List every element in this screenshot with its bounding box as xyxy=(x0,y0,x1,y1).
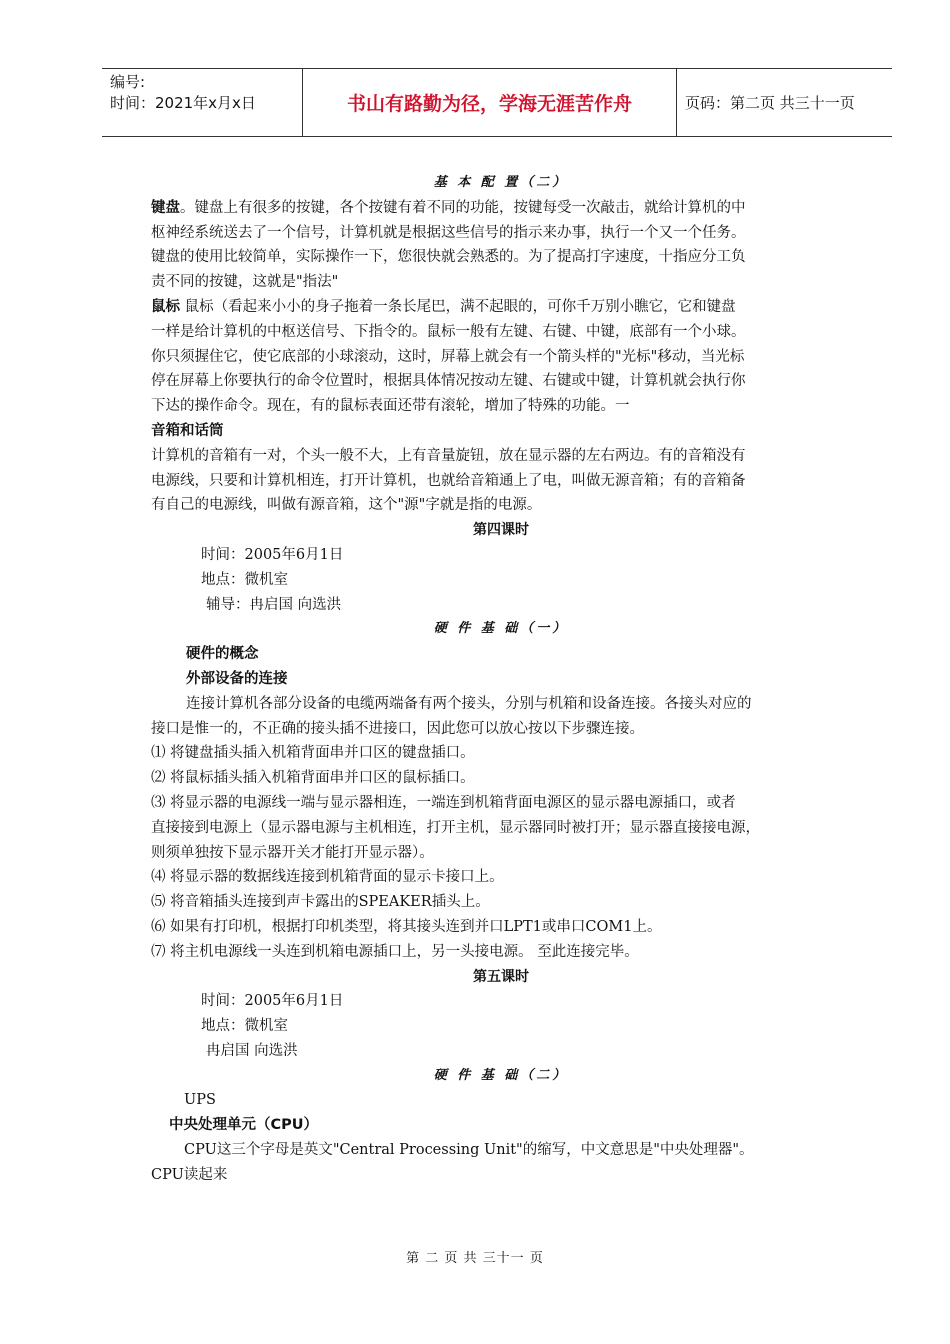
time-label: 时间：2021年x月x日 xyxy=(110,94,256,112)
paragraph-line: CPU读起来 xyxy=(151,1166,228,1183)
paragraph-line: 责不同的按键，这就是"指法" xyxy=(151,274,339,291)
header-motto: 书山有路勤为径，学海无涯苦作舟 xyxy=(303,69,677,136)
number-label: 编号: xyxy=(110,73,146,91)
document-body xyxy=(151,171,851,1188)
subheading: 硬件的概念 xyxy=(186,646,259,663)
section-heading: 硬 件 基 础（一） xyxy=(433,621,569,637)
list-item: ⑹ 如果有打印机，根据打印机类型，将其接头连到并口LPT1或串口COM1上。 xyxy=(151,918,662,935)
lesson-title: 第五课时 xyxy=(473,968,529,985)
header-page-label: 页码：第二页 共三十一页 xyxy=(685,94,855,112)
paragraph-line: 下达的操作命令。现在，有的鼠标表面还带有滚轮，增加了特殊的功能。一 xyxy=(151,398,630,415)
subheading: UPS xyxy=(184,1092,216,1109)
lesson-time: 时间：2005年6月1日 xyxy=(201,993,344,1010)
lesson-place: 地点：微机室 xyxy=(201,571,288,588)
list-item: 直接接到电源上（显示器电源与主机相连，打开主机，显示器同时被打开；显示器直接接电源， xyxy=(151,819,760,836)
lesson-title: 第四课时 xyxy=(473,522,529,539)
list-item: ⑺ 将主机电源线一头连到机箱电源插口上，另一头接电源。 至此连接完毕。 xyxy=(151,943,639,960)
paragraph-line: 连接计算机各部分设备的电缆两端备有两个接头，分别与机箱和设备连接。各接头对应的 xyxy=(186,695,752,712)
text: 。键盘上有很多的按键，各个按键有着不同的功能，按键每受一次敲击，就给计算机的中 xyxy=(180,199,746,216)
list-item: 则须单独按下显示器开关才能打开显示器）。 xyxy=(151,844,434,861)
subheading: 外部设备的连接 xyxy=(186,670,288,687)
subheading-cpu: 中央处理单元（CPU） xyxy=(169,1117,319,1134)
term-keyboard: 键盘 xyxy=(151,199,180,216)
paragraph-line: 计算机的音箱有一对，个头一般不大，上有音量旋钮，放在显示器的左右两边。有的音箱没有 xyxy=(151,447,746,464)
list-item: ⑷ 将显示器的数据线连接到机箱背面的显示卡接口上。 xyxy=(151,869,504,886)
subheading-speakers: 音箱和话筒 xyxy=(151,422,224,439)
paragraph-line: 电源线，只要和计算机相连，打开计算机，也就给音箱通上了电，叫做无源音箱；有的音箱备 xyxy=(151,472,746,489)
term-mouse: 鼠标 xyxy=(151,298,180,315)
list-item: ⑸ 将音箱插头连接到声卡露出的SPEAKER插头上。 xyxy=(151,894,490,911)
paragraph-line: 枢神经系统送去了一个信号，计算机就是根据这些信号的指示来办事，执行一个又一个任务。 xyxy=(151,224,746,241)
lesson-place: 地点：微机室 xyxy=(201,1018,288,1035)
paragraph-line xyxy=(151,295,851,320)
list-item: ⑴ 将键盘插头插入机箱背面串并口区的键盘插口。 xyxy=(151,745,475,762)
header-meta xyxy=(102,69,303,136)
paragraph-line xyxy=(151,196,851,221)
page-footer: 第 二 页 共 三十一 页 xyxy=(406,1251,544,1266)
paragraph-line: 你只须握住它，使它底部的小球滚动，这时，屏幕上就会有一个箭头样的"光标"移动，当光标 xyxy=(151,348,745,365)
list-item: ⑶ 将显示器的电源线一端与显示器相连，一端连到机箱背面电源区的显示器电源插口，或者 xyxy=(151,794,736,811)
paragraph-line: CPU这三个字母是英文"Central Processing Unit"的缩写，中文意思是"中央处理器"。 xyxy=(184,1142,754,1159)
list-item: ⑵ 将鼠标插头插入机箱背面串并口区的鼠标插口。 xyxy=(151,770,475,787)
section-heading: 基 本 配 置（二） xyxy=(433,175,569,190)
text: 鼠标（看起来小小的身子拖着一条长尾巴，满不起眼的，可你千万别小瞧它，它和键盘 xyxy=(180,298,736,315)
paragraph-line: 键盘的使用比较简单，实际操作一下，您很快就会熟悉的。为了提高打字速度，十指应分工负 xyxy=(151,249,746,266)
paragraph-line: 停在屏幕上你要执行的命令位置时，根据具体情况按动左键、右键或中键，计算机就会执行你 xyxy=(151,373,746,390)
section-heading: 硬 件 基 础（二） xyxy=(433,1067,569,1083)
page-header xyxy=(102,68,892,137)
paragraph-line: 一样是给计算机的中枢送信号、下指令的。鼠标一般有左键、右键、中键，底部有一个小球。 xyxy=(151,323,746,340)
lesson-tutor: 辅导：冉启国 向选洪 xyxy=(206,596,342,613)
paragraph-line: 接口是惟一的，不正确的接头插不进接口，因此您可以放心按以下步骤连接。 xyxy=(151,720,644,737)
paragraph-line: 有自己的电源线，叫做有源音箱，这个"源"字就是指的电源。 xyxy=(151,497,542,514)
lesson-time: 时间：2005年6月1日 xyxy=(201,546,344,563)
lesson-tutor: 冉启国 向选洪 xyxy=(206,1042,298,1059)
